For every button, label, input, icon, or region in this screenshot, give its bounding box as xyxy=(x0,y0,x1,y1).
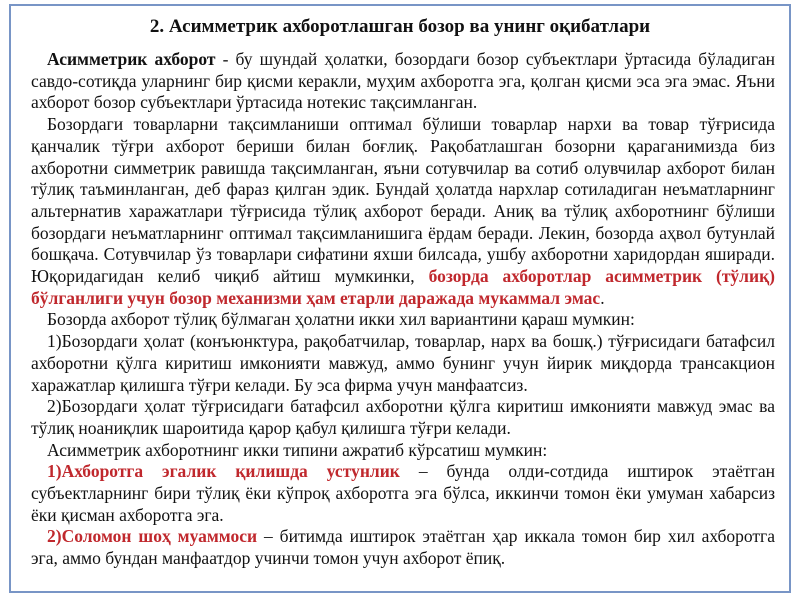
slide-title: 2. Асимметрик ахборотлашган бозор ва унинг оқибатлари xyxy=(149,16,651,37)
paragraph-variant-2: 2)Бозордаги ҳолат тўғрисидаги батафсил ахборотни қўлга киритиш имконияти мавжуд эмас ва тўлиқ ноаниқлик шароитида қарор қабул қилишга тўғри келади. xyxy=(31,396,775,438)
conclusion-period: . xyxy=(600,287,605,308)
paragraph-type-1 xyxy=(31,461,775,526)
slide-frame xyxy=(9,4,791,593)
slide-body xyxy=(31,49,775,570)
highlight-conclusion: бозорда ахборотлар асимметрик (тўлиқ) бўлганлиги учун бозор механизми ҳам етарли даражада мукаммал эмас xyxy=(31,266,775,308)
term-asymmetric-information: Асимметрик ахборот xyxy=(47,49,216,69)
type-1-text: – бунда олди-сотдида иштирок этаётган субъектларнинг бири тўлиқ ёки кўпроқ ахборотга эга бўлса, иккинчи томон ёки умуман хабарсиз ёки қисман ахборотга эга. xyxy=(31,461,775,525)
paragraph-variant-1: 1)Бозордаги ҳолат (конъюнктура, рақобатчилар, товарлар, нарх ва бошқ.) тўғрисидаги батафсил ахборотни қўлга киритиш имконияти мавжуд, аммо бунинг учун йирик миқдорда трансакцион харажатлар қилишга тўғри келади. Бу эса фирма учун манфаатсиз. xyxy=(31,331,775,395)
definition-text: - бу шундай ҳолатки, бозордаги бозор субъектлари ўртасида бўладиган савдо-сотиқда уларнинг бир қисми керакли, муҳим ахборотга эга, қолган қисми эса эга эмас. Яъни ахборот бозор субъектлари ўртасида нотекис тақсимланган. xyxy=(31,49,775,113)
type-2-heading: 2)Соломон шоҳ муаммоси xyxy=(47,526,258,547)
type-2-text: – битимда иштирок этаётган ҳар иккала томон бир хил ахборотга эга, аммо бундан манфаатдор учинчи томон учун ахборот ёпиқ. xyxy=(31,526,775,569)
paragraph-types-intro: Асимметрик ахборотнинг икки типини ажратиб кўрсатиш мумкин: xyxy=(47,439,548,460)
paragraph-type-2 xyxy=(31,526,775,569)
paragraph-two-variants-intro: Бозорда ахборот тўлиқ бўлмаган ҳолатни икки хил вариантини қараш мумкин: xyxy=(47,309,635,330)
paragraph-market-distribution xyxy=(31,114,775,309)
type-1-heading: 1)Ахборотга эгалик қилишда устунлик xyxy=(47,461,400,482)
market-distribution-text: Бозордаги товарларни тақсимланиши оптимал бўлиши товарлар нархи ва товар тўғрисида қанчалик тўғри ахборот бериши билан боғлиқ. Рақобатлашган бозорни қараганимизда биз ахборотни симметрик равишда тақсимланган, яъни сотувчилар ва сотиб олувчилар ахборот билан тўлиқ таъминланган, деб фараз қилган эдик. Бундай ҳолатда нархлар сотиладиган неъматларнинг альтернатив харажатлари тўғрисида тўлиқ ахборот беради. Аниқ ва тўлиқ ахборотнинг бўлиши бозордаги неъматларнинг оптимал тақсимланишига ёрдам беради. Лекин, бозорда аҳвол бутунлай бошқача. Сотувчилар ўз товарлари сифатини яхши билсада, ушбу ахборотни харидордан яширади. Юқоридагидан келиб чиқиб айтиш мумкинки, xyxy=(31,114,775,287)
paragraph-definition xyxy=(31,49,775,114)
